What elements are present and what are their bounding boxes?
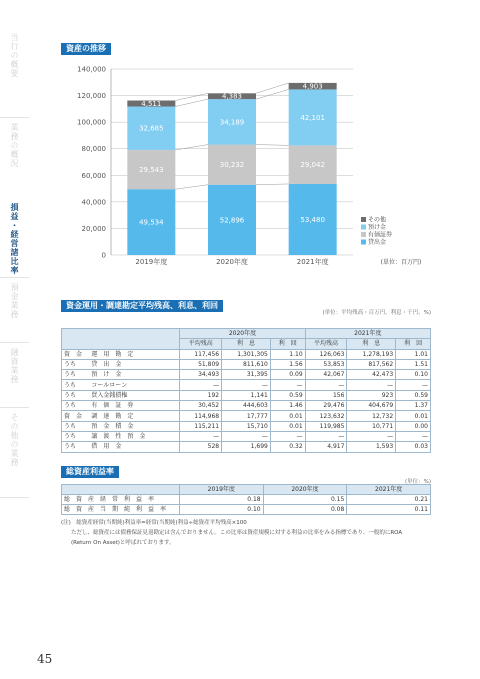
sidebar-item-profit-ratios[interactable] xyxy=(0,197,29,278)
col-header: 平均残高 xyxy=(180,339,222,349)
table-cell: — xyxy=(305,380,347,390)
section-title-roa: 総資産利益率 xyxy=(61,466,119,478)
connector-line xyxy=(256,83,289,93)
row-prefix: うち xyxy=(62,442,90,452)
table-cell: 1,593 xyxy=(347,442,396,452)
table-header-row xyxy=(62,329,431,339)
table-cell: 1,301,305 xyxy=(222,349,271,359)
year-header: 2020年度 xyxy=(263,485,347,495)
table-cell: 53,853 xyxy=(305,359,347,369)
roa-unit: (単位：%) xyxy=(404,479,431,485)
year-header: 2019年度 xyxy=(179,485,263,495)
sidebar-item-other[interactable] xyxy=(0,407,29,498)
sidebar-nav xyxy=(0,0,29,679)
row-label: 預 金 積 金 xyxy=(89,421,180,431)
table-cell: 0.03 xyxy=(396,442,431,452)
sidebar-item-loan[interactable] xyxy=(0,342,29,408)
year-header: 2021年度 xyxy=(305,329,430,339)
bar-value-label: 4,383 xyxy=(221,92,243,101)
table-corner xyxy=(62,485,180,495)
table-cell: 923 xyxy=(347,390,396,400)
table-cell: 156 xyxy=(305,390,347,400)
table-cell: 0.11 xyxy=(347,505,431,515)
x-tick-label: 2019年度 xyxy=(135,258,168,266)
table-cell: 0.59 xyxy=(270,390,305,400)
y-tick-label: 40,000 xyxy=(81,198,106,207)
bar-value-label: 49,534 xyxy=(139,218,164,227)
chart-unit: (単位：百万円) xyxy=(380,259,422,266)
row-label: 調 達 勘 定 xyxy=(89,411,180,421)
table-row xyxy=(62,390,431,400)
sidebar-item-label: 業務の概況 xyxy=(10,123,19,168)
sidebar-item-label: 融資業務 xyxy=(10,348,19,384)
bar-value-label: 4,903 xyxy=(302,82,323,91)
bar-value-label: 42,101 xyxy=(300,113,325,122)
row-prefix: 資 金 xyxy=(62,349,90,359)
table-cell: 0.01 xyxy=(270,411,305,421)
legend-swatch xyxy=(361,232,366,237)
bar-value-label: 34,189 xyxy=(219,118,245,127)
table-row xyxy=(62,495,431,505)
table-cell: 0.10 xyxy=(179,505,263,515)
table-cell: 192 xyxy=(180,390,222,400)
y-tick-label: 0 xyxy=(101,251,106,260)
table-cell: 0.09 xyxy=(270,370,305,380)
bar-value-label: 29,042 xyxy=(300,161,325,170)
row-prefix: うち xyxy=(62,401,90,411)
roa-table xyxy=(61,484,431,515)
row-label: コールローン xyxy=(89,380,180,390)
table-cell: 15,710 xyxy=(222,421,271,431)
sidebar-item-label: 損益・経営諸比率 xyxy=(10,203,19,275)
table-row xyxy=(62,370,431,380)
table-cell: 126,063 xyxy=(305,349,347,359)
bar-value-label: 53,480 xyxy=(300,215,325,224)
table-cell: 29,476 xyxy=(305,401,347,411)
table-cell: 17,777 xyxy=(222,411,271,421)
table-cell: 0.10 xyxy=(396,370,431,380)
table-cell: 119,985 xyxy=(305,421,347,431)
x-tick-label: 2021年度 xyxy=(296,258,329,266)
table-cell: 42,067 xyxy=(305,370,347,380)
bar-value-label: 30,232 xyxy=(219,161,245,170)
table-cell: 1,278,193 xyxy=(347,349,396,359)
row-label: 有 価 証 券 xyxy=(89,401,180,411)
section-title-assets: 資産の推移 xyxy=(61,43,111,55)
section-title-funds: 資金運用・調達勘定平均残高、利息、利回 xyxy=(61,300,223,312)
legend-swatch xyxy=(361,225,366,230)
legend-label: 預け金 xyxy=(368,224,387,231)
legend-swatch xyxy=(361,240,366,245)
table-cell: 114,968 xyxy=(180,411,222,421)
table-cell: 42,473 xyxy=(347,370,396,380)
table-cell: 30,452 xyxy=(180,401,222,411)
table-cell: 117,456 xyxy=(180,349,222,359)
assets-chart xyxy=(61,57,431,267)
row-prefix: うち xyxy=(62,380,90,390)
table-row xyxy=(62,431,431,441)
row-label: 買入金銭債権 xyxy=(89,390,180,400)
table-cell: 444,603 xyxy=(222,401,271,411)
y-tick-label: 100,000 xyxy=(77,118,106,127)
connector-line xyxy=(256,145,289,146)
table-cell: — xyxy=(305,431,347,441)
table-cell: 115,211 xyxy=(180,421,222,431)
table-cell: 0.08 xyxy=(263,505,347,515)
x-tick-label: 2020年度 xyxy=(216,258,248,266)
table-cell: 4,917 xyxy=(305,442,347,452)
row-prefix: うち xyxy=(62,370,90,380)
row-label: 借 用 金 xyxy=(89,442,180,452)
table-cell: 10,771 xyxy=(347,421,396,431)
col-header: 利 回 xyxy=(270,339,305,349)
y-tick-label: 60,000 xyxy=(81,171,106,180)
connector-line xyxy=(175,99,208,106)
y-tick-label: 80,000 xyxy=(81,145,106,154)
table-cell: 34,493 xyxy=(180,370,222,380)
table-cell: 0.32 xyxy=(270,442,305,452)
table-row xyxy=(62,505,431,515)
table-cell: 0.15 xyxy=(263,495,347,505)
bar-value-label: 4,511 xyxy=(141,100,162,109)
table-cell: 1,141 xyxy=(222,390,271,400)
table-cell: 528 xyxy=(180,442,222,452)
table-cell: — xyxy=(222,431,271,441)
page-number: 45 xyxy=(37,652,53,666)
row-label: 総 資 産 経 常 利 益 率 xyxy=(62,495,180,505)
year-header: 2020年度 xyxy=(180,329,305,339)
row-label: 譲 渡 性 預 金 xyxy=(89,431,180,441)
table-cell: 0.21 xyxy=(347,495,431,505)
col-header: 利 息 xyxy=(222,339,271,349)
table-cell: — xyxy=(180,431,222,441)
table-cell: 0.01 xyxy=(270,421,305,431)
sidebar-item-label: その他の業務 xyxy=(10,413,19,467)
table-cell: 123,632 xyxy=(305,411,347,421)
table-cell: 1,699 xyxy=(222,442,271,452)
table-cell: — xyxy=(270,431,305,441)
table-cell: 1.56 xyxy=(270,359,305,369)
table-cell: — xyxy=(222,380,271,390)
table-cell: — xyxy=(180,380,222,390)
col-header: 平均残高 xyxy=(305,339,347,349)
table-corner xyxy=(62,329,180,350)
roa-note-3: (Return On Asset)と呼ばれております。 xyxy=(71,540,175,546)
connector-line xyxy=(175,93,208,100)
row-label: 運 用 勘 定 xyxy=(89,349,180,359)
table-cell: 12,732 xyxy=(347,411,396,421)
sidebar-item-deposit[interactable] xyxy=(0,277,29,343)
y-tick-label: 120,000 xyxy=(77,92,106,101)
row-label: 預 け 金 xyxy=(89,370,180,380)
roa-note-2: ただし、総資産には債務保証見返勘定は含んでおりません。この比率は資産規模に対する利益の比率をみる指標であり、一般的にROA xyxy=(71,530,403,536)
sidebar-item-overview[interactable] xyxy=(0,27,29,118)
row-prefix: うち xyxy=(62,359,90,369)
table-cell: 0.01 xyxy=(396,411,431,421)
table-cell: 51,809 xyxy=(180,359,222,369)
legend-label: 貸出金 xyxy=(368,239,387,246)
col-header: 利 息 xyxy=(347,339,396,349)
roa-note-1: (注) 総資産経常(当期純)利益率=経常(当期純)利益÷総資産平均残高×100 xyxy=(61,520,247,526)
table-cell: 811,610 xyxy=(222,359,271,369)
table-row xyxy=(62,421,431,431)
table-row xyxy=(62,349,431,359)
table-row xyxy=(62,411,431,421)
row-prefix: うち xyxy=(62,431,90,441)
row-label: 貸 出 金 xyxy=(89,359,180,369)
table-header-row xyxy=(62,485,431,495)
connector-line xyxy=(256,184,289,185)
table-cell: 1.37 xyxy=(396,401,431,411)
table-cell: 31,395 xyxy=(222,370,271,380)
table-cell: — xyxy=(396,380,431,390)
table-cell: 404,679 xyxy=(347,401,396,411)
table-row xyxy=(62,401,431,411)
legend-label: 有価証券 xyxy=(368,231,393,239)
funds-table xyxy=(61,328,431,453)
table-cell: 0.18 xyxy=(179,495,263,505)
legend-swatch xyxy=(361,217,366,222)
table-cell: 1.46 xyxy=(270,401,305,411)
table-cell: 1.01 xyxy=(396,349,431,359)
table-cell: 0.00 xyxy=(396,421,431,431)
connector-line xyxy=(175,145,208,150)
sidebar-item-label: 当行の概要 xyxy=(10,33,19,78)
year-header: 2021年度 xyxy=(347,485,431,495)
table-row xyxy=(62,359,431,369)
table-cell: — xyxy=(396,431,431,441)
table-row xyxy=(62,442,431,452)
table-cell: 0.59 xyxy=(396,390,431,400)
connector-line xyxy=(175,185,208,189)
row-label: 総 資 産 当 期 純 利 益 率 xyxy=(62,505,180,515)
row-prefix: うち xyxy=(62,421,90,431)
bar-value-label: 32,685 xyxy=(139,124,164,133)
assets-chart-svg xyxy=(61,57,431,267)
table-cell: 817,562 xyxy=(347,359,396,369)
table-cell: — xyxy=(347,431,396,441)
sidebar-item-business-status[interactable] xyxy=(0,117,29,198)
legend-label: その他 xyxy=(368,216,387,224)
row-prefix: うち xyxy=(62,390,90,400)
funds-unit: (単位：平均残高・百万円、利息・千円、%) xyxy=(322,310,431,316)
row-prefix: 資 金 xyxy=(62,411,90,421)
sidebar-item-label: 預金業務 xyxy=(10,283,19,319)
bar-value-label: 29,543 xyxy=(139,166,164,175)
y-tick-label: 20,000 xyxy=(81,224,106,233)
table-row xyxy=(62,380,431,390)
table-cell: — xyxy=(270,380,305,390)
col-header: 利 回 xyxy=(396,339,431,349)
table-cell: — xyxy=(347,380,396,390)
table-cell: 1.10 xyxy=(270,349,305,359)
y-tick-label: 140,000 xyxy=(77,65,106,74)
connector-line xyxy=(256,89,289,99)
bar-value-label: 52,896 xyxy=(219,216,245,225)
table-cell: 1.51 xyxy=(396,359,431,369)
